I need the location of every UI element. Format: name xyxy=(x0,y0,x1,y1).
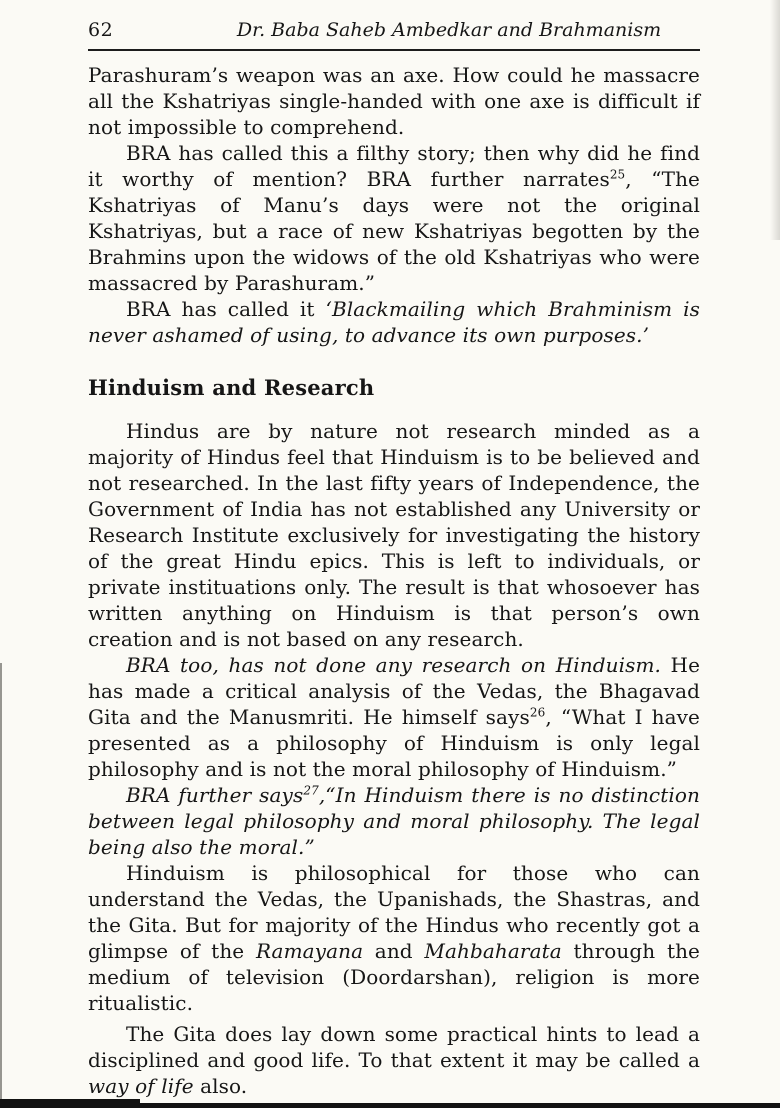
paragraph: BRA has called it ‘Blackmailing which Brahminism is never ashamed of using, to advance its own purposes.’ xyxy=(88,297,700,347)
paragraph: Parashuram’s weapon was an axe. How could he massacre all the Kshatriyas single-handed with one axe is difficult if not impossible to comprehend. xyxy=(88,63,700,139)
page-body xyxy=(88,62,700,1099)
paragraph: The Gita does lay down some practical hints to lead a disciplined and good life. To that extent it may be called a way of life also. xyxy=(88,1022,700,1098)
paragraph: BRA too, has not done any research on Hinduism. He has made a critical analysis of the Vedas, the Bhagavad Gita and the Manusmriti. He himself says$^{26}$, “What I have presented as a philosophy of Hinduism is only legal philosophy and is not the moral philosophy of Hinduism.” xyxy=(88,653,701,781)
page-header xyxy=(88,18,700,42)
page-number: 62 xyxy=(88,19,114,41)
scan-edge-artifact-bottom-left xyxy=(0,1099,140,1108)
scan-edge-artifact-left xyxy=(0,663,2,1103)
header-rule xyxy=(88,49,700,51)
running-title: Dr. Baba Saheb Ambedkar and Brahmanism xyxy=(236,19,662,41)
paragraph: BRA has called this a filthy story; then why did he find it worthy of mention? BRA further narrates$^{25}$, “The Kshatriyas of Manu’s days were not the original Kshatriyas, but a race of new Kshatriyas begotten by the Brahmins upon the widows of the old Kshatriyas who were massacred by Parashuram.” xyxy=(88,141,700,295)
section-heading: Hinduism and Research xyxy=(88,375,375,400)
paragraph: Hindus are by nature not research minded as a majority of Hindus feel that Hinduism is to be believed and not researched. In the last fifty years of Independence, the Government of India has not established any University or Research Institute exclusively for investigating the history of the great Hindu epics. This is left to individuals, or private instituations only. The result is that whosoever has written anything on Hinduism is that person’s own creation and is not based on any research. xyxy=(88,419,700,651)
scan-edge-artifact-right xyxy=(770,0,780,240)
paragraph: Hinduism is philosophical for those who can understand the Vedas, the Upanishads, the Shastras, and the Gita. But for majority of the Hindus who recently got a glimpse of the Ramayana and Mahbaharata through the medium of television (Doordarshan), religion is more ritualistic. xyxy=(88,861,700,1015)
paragraph: BRA further says$^{27}$,“In Hinduism there is no distinction between legal philosophy and moral philosophy. The legal being also the moral.” xyxy=(88,783,700,859)
